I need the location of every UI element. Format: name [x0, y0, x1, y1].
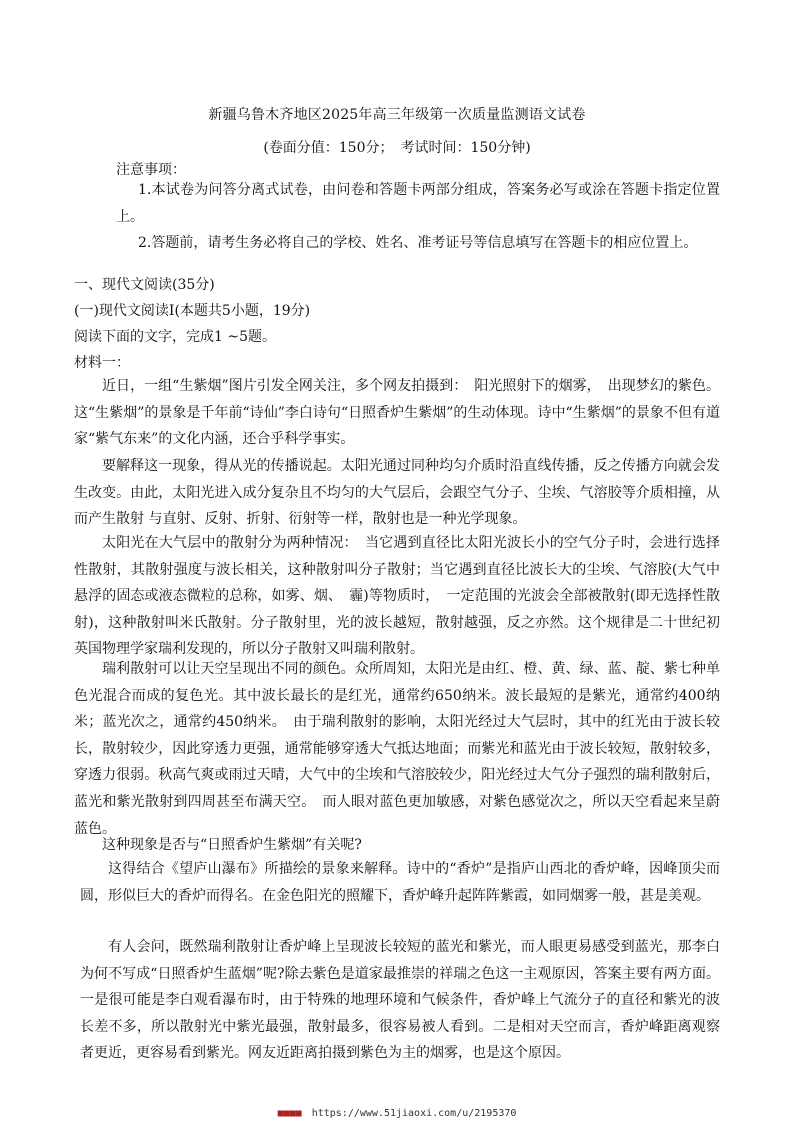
notice-heading: 注意事项：	[116, 162, 186, 178]
paragraph: 要解释这一现象，得从光的传播说起。太阳光通过同种均匀介质时沿直线传播，反之传播方向就会发生改变。由此，太阳光进入成分复杂且不均匀的大气层后，会跟空气分子、尘埃、气溶胶等介质相撞，从而产生散射 与直射、反射、折射、衍射等一样，散射也是一种光学现象。	[74, 458, 720, 528]
notice-item-2: 2.答题前，请考生务必将自己的学校、姓名、准考证号等信息填写在答题卡的相应位置上。	[138, 235, 698, 251]
reading-instruction: 阅读下面的文字，完成1 ~5题。	[74, 329, 276, 345]
paragraph: 这种现象是否与“日照香炉生紫烟”有关呢?	[102, 837, 362, 853]
site-logo-icon: ■■■■	[277, 1108, 302, 1119]
exam-meta: (卷面分值：150分； 考试时间：150分钟)	[263, 140, 531, 156]
footer-url[interactable]: https://www.51jiaoxi.com/u/2195370	[311, 1108, 517, 1119]
paragraph: 瑞利散射可以让天空呈现出不同的颜色。众所周知，太阳光是由红、橙、黄、绿、蓝、靛、紫七种单色光混合而成的复色光。其中波长最长的是红光，通常约650纳米。波长最短的是紫光，通常约400纳米；蓝光次之，通常约450纳米。 由于瑞利散射的影响，太阳光经过大气层时，其中的红光由于波长较长，散射较少，因此穿透力更强，通常能够穿透大气抵达地面；而紫光和蓝光由于波长较短，散射较多，穿透力很弱。秋高气爽或雨过天晴，大气中的尘埃和气溶胶较少，阳光经过大气分子强烈的瑞利散射后，蓝光和紫光散射到四周甚至布满天空。 而人眼对蓝色更加敏感，对紫色感觉次之，所以天空看起来呈蔚蓝色。	[74, 661, 720, 837]
footer	[0, 1108, 794, 1119]
subsection-heading: (一)现代文阅读Ⅰ(本题共5小题，19分)	[74, 303, 311, 319]
paragraph: 太阳光在大气层中的散射分为两种情况： 当它遇到直径比太阳光波长小的空气分子时，会进行选择性散射，其散射强度与波长相关，这种散射叫分子散射；当它遇到直径比波长大的尘埃、气溶胶(大气中悬浮的固态或液态微粒的总称，如雾、烟、 霾)等物质时， 一定范围的光波会全部被散射(即无选择性散射)，这种散射叫米氏散射。分子散射里，光的波长越短，散射越强，反之亦然。这个规律是二十世纪初英国物理学家瑞利发现的，所以分子散射又叫瑞利散射。	[74, 535, 720, 658]
material-label: 材料一：	[74, 355, 130, 371]
paragraph: 有人会问，既然瑞利散射让香炉峰上呈现波长较短的蓝光和紫光，而人眼更易感受到蓝光，那李白为何不写成“日照香炉生蓝烟”呢?除去紫色是道家最推崇的祥瑞之色这一主观原因，答案主要有两方面。一是很可能是李白观看瀑布时，由于特殊的地理环境和气候条件，香炉峰上气流分子的直径和紫光的波长差不多，所以散射光中紫光最强，散射最多，很容易被人看到。二是相对天空而言，香炉峰距离观察者更近，更容易看到紫光。网友近距离拍摄到紫色为主的烟雾，也是这个原因。	[80, 939, 720, 1062]
page-title: 新疆乌鲁木齐地区2025年高三年级第一次质量监测语文试卷	[208, 107, 586, 123]
section-heading: 一、现代文阅读(35分)	[74, 277, 215, 293]
notice-item-1: 1.本试卷为问答分离式试卷，由问卷和答题卡两部分组成，答案务必写或涂在答题卡指定位置上。	[116, 182, 720, 225]
paragraph: 近日，一组“生紫烟”图片引发全网关注，多个网友拍摄到： 阳光照射下的烟雾， 出现梦幻的紫色。这“生紫烟”的景象是千年前“诗仙”李白诗句“日照香炉生紫烟”的生动体现。诗中“生紫烟”的景象不但有道家“紫气东来”的文化内涵，还合乎科学事实。	[74, 378, 720, 448]
paragraph: 这得结合《望庐山瀑布》所描绘的景象来解释。诗中的“香炉”是指庐山西北的香炉峰，因峰顶尖而圆，形似巨大的香炉而得名。在金色阳光的照耀下，香炉峰升起阵阵紫霞，如同烟雾一般，甚是美观。	[80, 861, 720, 904]
